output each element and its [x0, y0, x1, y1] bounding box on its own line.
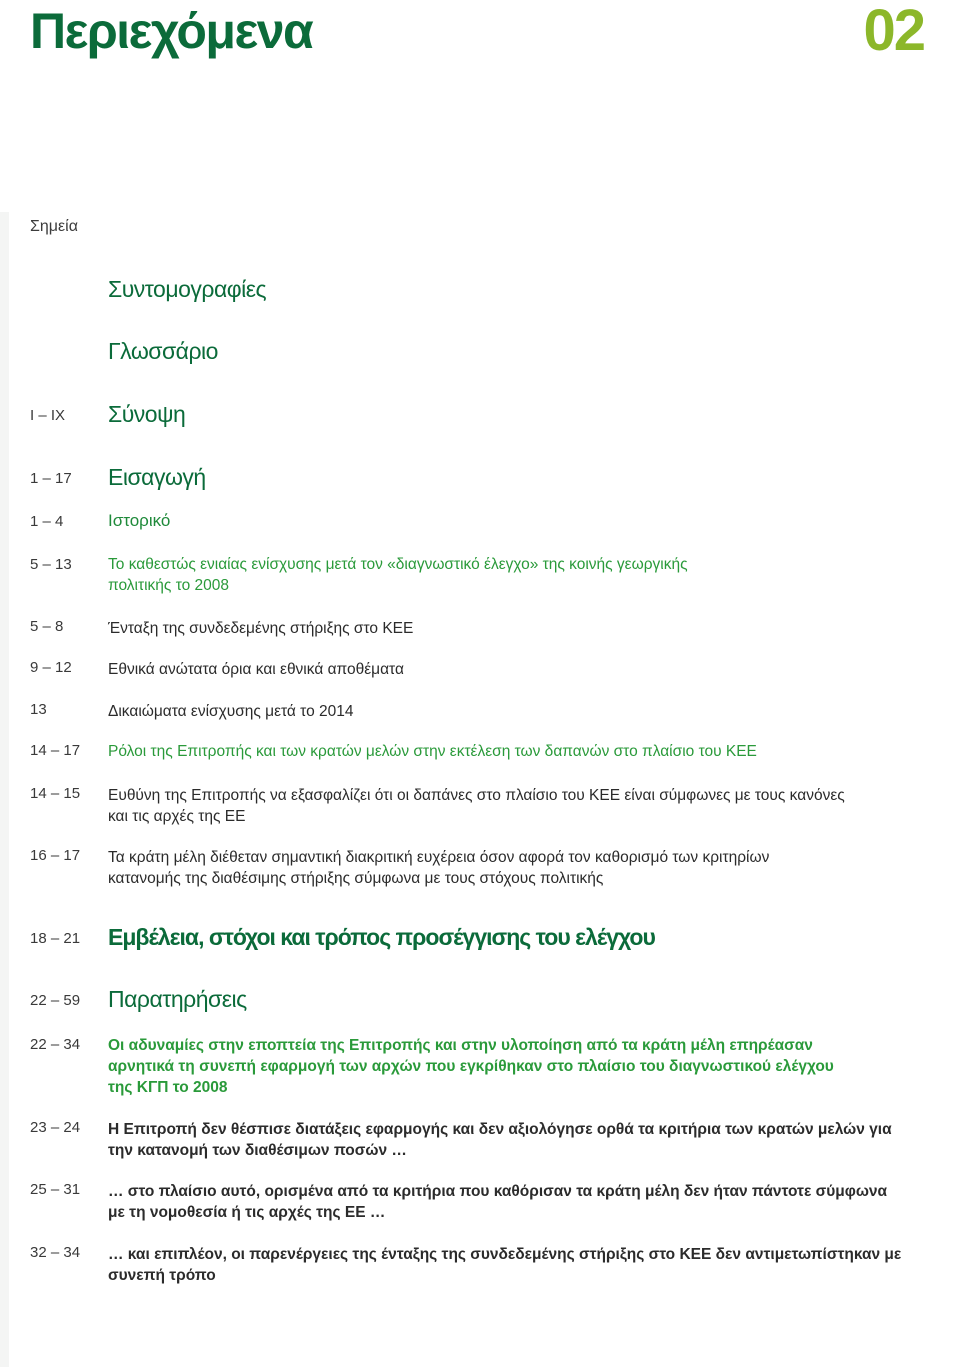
- toc-title: [108, 554, 958, 596]
- toc-title: [108, 986, 958, 1013]
- toc-title-line: Ρόλοι της Επιτροπής και των κρατών μελών στην εκτέλεση των δαπανών στο πλαίσιο του ΚΕΕ: [108, 743, 757, 760]
- toc-title: [108, 464, 958, 491]
- page-title: Περιεχόμενα: [30, 3, 313, 59]
- toc-title: [108, 785, 958, 827]
- toc-title: [108, 511, 958, 531]
- toc-column-header: Σημεία: [30, 218, 78, 235]
- toc-range: 23 – 24: [30, 1119, 81, 1136]
- toc-title: [108, 338, 958, 365]
- toc-title-line: Εθνικά ανώτατα όρια και εθνικά αποθέματα: [108, 661, 404, 678]
- toc-title-line: … και επιπλέον, οι παρενέργειες της ένταξης της συνδεδεμένης στήριξης στο ΚΕΕ δεν αντιμετωπίστηκαν με: [108, 1246, 902, 1263]
- toc-title: [108, 1181, 958, 1223]
- toc-title-line: με τη νομοθεσία ή τις αρχές της ΕΕ …: [108, 1204, 386, 1221]
- toc-range: 5 – 13: [30, 556, 72, 573]
- toc-title-line: συνεπή τρόπο: [108, 1267, 216, 1284]
- toc-range: 22 – 59: [30, 992, 81, 1009]
- toc-title-line: Ιστορικό: [108, 511, 171, 530]
- toc-title: [108, 276, 958, 303]
- toc-title-line: και τις αρχές της ΕΕ: [108, 808, 246, 825]
- toc-range: 1 – 17: [30, 470, 72, 487]
- toc-title-line: την κατανομή των διαθέσιμων ποσών …: [108, 1142, 407, 1159]
- toc-title-line: πολιτικής το 2008: [108, 577, 230, 594]
- toc-range: 32 – 34: [30, 1244, 81, 1261]
- toc-title-line: Τα κράτη μέλη διέθεταν σημαντική διακριτική ευχέρεια όσον αφορά τον καθορισμό των κριτηρίων: [108, 849, 770, 866]
- toc-title-line: Δικαιώματα ενίσχυσης μετά το 2014: [108, 703, 354, 720]
- toc-title-line: Ένταξη της συνδεδεμένης στήριξης στο ΚΕΕ: [108, 620, 414, 637]
- toc-range: 14 – 15: [30, 785, 81, 802]
- toc-title: [108, 847, 958, 889]
- toc-title-line: Εμβέλεια, στόχοι και τρόπος προσέγγισης του ελέγχου: [108, 924, 655, 950]
- toc-range: 13: [30, 701, 47, 718]
- toc-title-line: Συντομογραφίες: [108, 276, 267, 302]
- toc-range: 9 – 12: [30, 659, 72, 676]
- toc-title-line: … στο πλαίσιο αυτό, ορισμένα από τα κριτήρια που καθόρισαν τα κράτη μέλη δεν ήταν πάντοτε σύμφωνα: [108, 1183, 888, 1200]
- toc-title-line: Γλωσσάριο: [108, 338, 218, 364]
- toc-title: [108, 1035, 958, 1098]
- toc-title: [108, 401, 958, 428]
- toc-title-line: κατανομής της διαθέσιμης στήριξης σύμφωνα με τους στόχους πολιτικής: [108, 870, 604, 887]
- toc-title: [108, 659, 958, 680]
- toc-range: 18 – 21: [30, 930, 81, 947]
- toc-title: [108, 1244, 958, 1286]
- toc-title-line: Η Επιτροπή δεν θέσπισε διατάξεις εφαρμογής και δεν αξιολόγησε ορθά τα κριτήρια των κρατών μελών για: [108, 1121, 892, 1138]
- toc-title-line: Σύνοψη: [108, 401, 186, 427]
- toc-title-line: Το καθεστώς ενιαίας ενίσχυσης μετά τον «διαγνωστικό έλεγχο» της κοινής γεωργικής: [108, 556, 688, 573]
- toc-range: 5 – 8: [30, 618, 64, 635]
- side-margin-bar: [0, 212, 9, 1367]
- toc-range: 22 – 34: [30, 1036, 81, 1053]
- toc-title-line: Οι αδυναμίες στην εποπτεία της Επιτροπής και στην υλοποίηση από τα κράτη μέλη επηρέασαν: [108, 1037, 813, 1054]
- toc-range: 16 – 17: [30, 847, 81, 864]
- toc-range: 25 – 31: [30, 1181, 81, 1198]
- page-number: 02: [863, 0, 924, 63]
- toc-range: 14 – 17: [30, 742, 81, 759]
- toc-title-line: της ΚΓΠ το 2008: [108, 1079, 228, 1096]
- toc-title: [108, 741, 958, 762]
- toc-title: [108, 924, 958, 951]
- toc-title: [108, 1119, 958, 1161]
- toc-range: 1 – 4: [30, 513, 64, 530]
- toc-title: [108, 701, 958, 722]
- toc-title-line: αρνητικά τη συνεπή εφαρμογή των αρχών που εγκρίθηκαν στο πλαίσιο του διαγνωστικού ελέγχου: [108, 1058, 834, 1075]
- toc-range: I – IX: [30, 407, 66, 424]
- toc-title: [108, 618, 958, 639]
- toc-title-line: Παρατηρήσεις: [108, 986, 247, 1012]
- toc-title-line: Εισαγωγή: [108, 464, 206, 490]
- toc-title-line: Ευθύνη της Επιτροπής να εξασφαλίζει ότι οι δαπάνες στο πλαίσιο του ΚΕΕ είναι σύμφωνες με τους κανόνες: [108, 787, 845, 804]
